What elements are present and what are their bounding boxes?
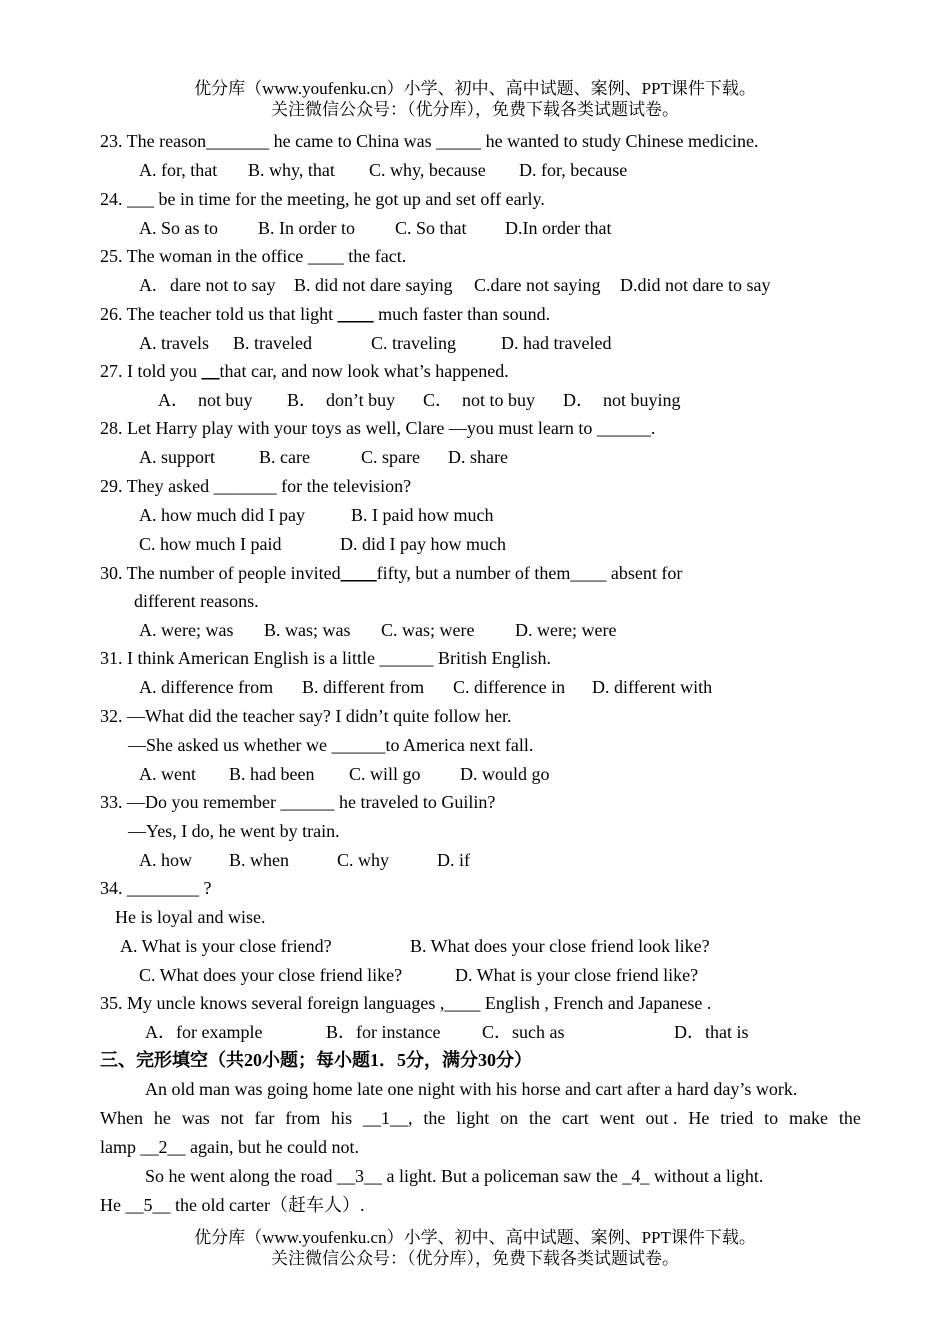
question-34-stem-continued: He is loyal and wise. <box>115 907 266 927</box>
q31-option-d: D. different with <box>592 677 713 697</box>
q27-blank: __ <box>201 361 220 381</box>
q26-stem-end: much faster than sound. <box>373 304 551 324</box>
q27-stem-start: 27. I told you <box>100 361 202 381</box>
q30-stem-start: 30. The number of people invited <box>100 563 341 583</box>
q32-option-d: D. would go <box>460 764 550 784</box>
blank-4: _4_ <box>622 1166 650 1186</box>
question-33-stem: 33. —Do you remember ______ he traveled to Guilin? <box>100 792 496 812</box>
q35-option-b: B．for instance <box>326 1022 441 1042</box>
question-28-stem: 28. Let Harry play with your toys as well, Clare —you must learn to ______. <box>100 418 656 438</box>
passage-word: from <box>285 1108 321 1128</box>
q30-option-b: B. was; was <box>264 620 351 640</box>
passage-word: the <box>838 1108 861 1128</box>
passage-line-5-c: the old carter（赶车人）. <box>170 1195 365 1215</box>
passage-line-4-d: without a light. <box>649 1166 764 1186</box>
blank-5: __5__ <box>125 1195 171 1215</box>
q23-option-c: C. why, because <box>369 160 486 180</box>
question-35-stem: 35. My uncle knows several foreign languages ,____ English , French and Japanese . <box>100 993 712 1013</box>
passage-line-4-c: a light. But a policeman saw the <box>381 1166 623 1186</box>
q35-option-d: D．that is <box>674 1022 749 1042</box>
question-31-stem: 31. I think American English is a little ______ British English. <box>100 648 551 668</box>
q34-option-a: A. What is your close friend? <box>120 936 332 956</box>
question-30-stem-continued: different reasons. <box>134 591 259 611</box>
q27-option-b: B． don’t buy <box>287 390 396 410</box>
question-34-stem: 34. ________ ? <box>100 878 212 898</box>
passage-word: went <box>599 1108 635 1128</box>
q24-option-c: C. So that <box>395 218 467 238</box>
q29-option-c: C. how much I paid <box>139 534 282 554</box>
passage-line-3-start: lamp <box>100 1137 141 1157</box>
passage-word: When <box>100 1108 143 1128</box>
q24-option-b: B. In order to <box>258 218 355 238</box>
footer-line-2: 关注微信公众号：（优分库），免费下载各类试题试卷。 <box>271 1249 679 1268</box>
q28-option-c: C. spare <box>361 447 420 467</box>
question-32-stem: 32. —What did the teacher say? I didn’t quite follow her. <box>100 706 512 726</box>
header-line-1: 优分库（www.youfenku.cn）小学、初中、高中试题、案例、PPT课件下载。 <box>194 79 756 98</box>
q30-option-c: C. was; were <box>381 620 475 640</box>
q29-option-d: D. did I pay how much <box>340 534 506 554</box>
q27-option-a: A． not buy <box>158 390 253 410</box>
q31-option-c: C. difference in <box>453 677 566 697</box>
q32-option-c: C. will go <box>349 764 421 784</box>
passage-word: tried <box>720 1108 754 1128</box>
passage-line-3 <box>100 1136 359 1158</box>
q25-option-c: C.dare not saying <box>474 275 601 295</box>
passage-word: __1__, <box>363 1108 413 1128</box>
q23-option-d: D. for, because <box>519 160 628 180</box>
passage-line-3-end: again, but he could not. <box>185 1137 359 1157</box>
header-line-2: 关注微信公众号：（优分库），免费下载各类试题试卷。 <box>271 100 679 119</box>
q32-option-a: A. went <box>139 764 196 784</box>
blank-2: __2__ <box>140 1137 186 1157</box>
q26-option-b: B. traveled <box>233 333 312 353</box>
passage-line-1: An old man was going home late one night with his horse and cart after a hard day’s work. <box>145 1079 798 1099</box>
q26-option-d: D. had traveled <box>501 333 612 353</box>
q35-option-a: A．for example <box>145 1022 263 1042</box>
question-24-stem: 24. ___ be in time for the meeting, he got up and set off early. <box>100 189 545 209</box>
passage-line-4-a: So he went along the road <box>145 1166 337 1186</box>
q27-option-d: D． not buying <box>563 390 681 410</box>
q27-stem-end: that car, and now look what’s happened. <box>219 361 509 381</box>
question-32-stem-continued: —She asked us whether we ______to America next fall. <box>128 735 534 755</box>
passage-line-5-a: He <box>100 1195 126 1215</box>
question-23-stem: 23. The reason_______ he came to China was _____ he wanted to study Chinese medicine. <box>100 131 759 151</box>
question-25-stem: 25. The woman in the office ____ the fact. <box>100 246 407 266</box>
q28-option-d: D. share <box>448 447 508 467</box>
q34-option-d: D. What is your close friend like? <box>455 965 699 985</box>
passage-word: out . <box>645 1108 678 1128</box>
passage-word: to <box>764 1108 779 1128</box>
q35-option-c: C．such as <box>482 1022 565 1042</box>
q24-option-d: D.In order that <box>505 218 612 238</box>
q28-option-b: B. care <box>259 447 310 467</box>
passage-word: was <box>181 1108 210 1128</box>
passage-word: his <box>331 1108 353 1128</box>
section-3-title: 三、完形填空（共20小题；每小题1．5分，满分30分） <box>100 1050 532 1070</box>
q33-option-a: A. how <box>139 850 192 870</box>
footer-line-1: 优分库（www.youfenku.cn）小学、初中、高中试题、案例、PPT课件下载。 <box>194 1228 756 1247</box>
question-30-stem <box>100 562 682 584</box>
passage-word: the <box>423 1108 446 1128</box>
q30-blank: ____ <box>340 563 377 583</box>
passage-line-5 <box>100 1194 364 1216</box>
q26-stem-start: 26. The teacher told us that light <box>100 304 338 324</box>
q33-option-d: D. if <box>437 850 470 870</box>
passage-word: far <box>254 1108 275 1128</box>
passage-word: on <box>500 1108 519 1128</box>
q25-option-a: A. dare not to say <box>139 275 276 295</box>
q34-option-b: B. What does your close friend look like? <box>410 936 710 956</box>
q26-option-c: C. traveling <box>371 333 456 353</box>
q30-option-a: A. were; was <box>139 620 234 640</box>
passage-word: cart <box>561 1108 589 1128</box>
q31-option-a: A. difference from <box>139 677 274 697</box>
question-26-stem <box>100 303 550 325</box>
q29-option-b: B. I paid how much <box>351 505 494 525</box>
passage-word: the <box>528 1108 551 1128</box>
q29-option-a: A. how much did I pay <box>139 505 305 525</box>
q27-option-c: C． not to buy <box>423 390 536 410</box>
q26-blank: ____ <box>337 304 374 324</box>
q26-option-a: A. travels <box>139 333 209 353</box>
passage-word: make <box>789 1108 828 1128</box>
passage-word: not <box>220 1108 244 1128</box>
q23-option-b: B. why, that <box>248 160 335 180</box>
passage-word: he <box>153 1108 171 1128</box>
q31-option-b: B. different from <box>302 677 425 697</box>
q25-option-d: D.did not dare to say <box>620 275 771 295</box>
passage-word: light <box>456 1108 490 1128</box>
q30-stem-end: fifty, but a number of them____ absent for <box>376 563 683 583</box>
blank-3: __3__ <box>336 1166 382 1186</box>
question-29-stem: 29. They asked _______ for the television? <box>100 476 412 496</box>
q33-option-c: C. why <box>337 850 390 870</box>
passage-word: He <box>688 1108 710 1128</box>
q33-option-b: B. when <box>229 850 289 870</box>
q28-option-a: A. support <box>139 447 215 467</box>
question-33-stem-continued: —Yes, I do, he went by train. <box>128 821 340 841</box>
q25-option-b: B. did not dare saying <box>294 275 453 295</box>
passage-line-4 <box>145 1165 763 1187</box>
q24-option-a: A. So as to <box>139 218 219 238</box>
question-27-stem <box>100 360 509 382</box>
q34-option-c: C. What does your close friend like? <box>139 965 403 985</box>
q23-option-a: A. for, that <box>139 160 218 180</box>
q30-option-d: D. were; were <box>515 620 617 640</box>
q32-option-b: B. had been <box>229 764 315 784</box>
passage-line-2 <box>100 1107 861 1129</box>
